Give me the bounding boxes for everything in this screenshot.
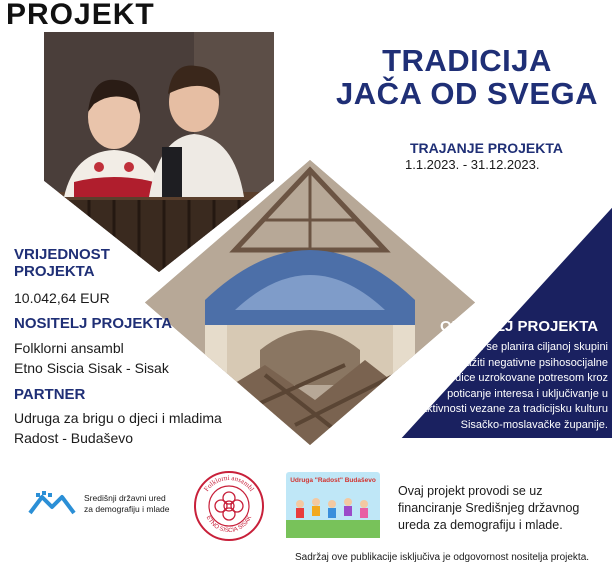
- title-line-2: JAČA OD SVEGA: [335, 76, 598, 111]
- funding-text: [398, 483, 608, 534]
- holder-name: [14, 338, 169, 378]
- funding-line-2: financiranje Središnjeg državnog: [398, 501, 580, 515]
- folklor-logo-bottom-text: ETNO SISCIA SISAK: [204, 514, 254, 535]
- funding-line-3: ureda za demografiju i mlade.: [398, 518, 563, 532]
- gov-logo-line-2: za demografiju i mlade: [84, 504, 170, 514]
- disclaimer: Sadržaj ove publikacije isključiva je odgovornost nositelja projekta.: [295, 552, 590, 563]
- goal-line: posljedice uzrokovane potresom kroz: [426, 372, 608, 384]
- goal-line: Projektom se planira ciljanoj skupini: [433, 341, 608, 353]
- holder-line-1: Folklorni ansambl: [14, 340, 124, 356]
- value-amount: 10.042,64 EUR: [14, 290, 110, 306]
- holder-line-2: Etno Siscia Sisak - Sisak: [14, 360, 169, 376]
- partner-line-2: Radost - Budaševo: [14, 430, 134, 446]
- partner-name: [14, 408, 222, 448]
- projekt-label: PROJEKT: [6, 0, 155, 31]
- partner-label: PARTNER: [14, 386, 86, 403]
- value-label-line-2: PROJEKTA: [14, 263, 95, 280]
- goal-text: [380, 340, 608, 433]
- folklor-logo-emblem: [193, 470, 265, 542]
- folklor-logo-top-text: Folklorni ansambl: [202, 473, 256, 493]
- folklor-ansambl-logo: [193, 470, 265, 542]
- value-label-line-1: VRIJEDNOST: [14, 246, 110, 263]
- radost-logo: [286, 472, 380, 538]
- funding-line-1: Ovaj projekt provodi se uz: [398, 484, 543, 498]
- radost-logo-text: Udruga "Radost" Budaševo: [290, 477, 376, 484]
- holder-label: NOSITELJ PROJEKTA: [14, 315, 173, 332]
- partner-line-1: Udruga za brigu o djeci i mladima: [14, 410, 222, 426]
- goal-line: aktivnosti vezane za tradicijsku kulturu: [420, 403, 608, 415]
- project-title: [322, 44, 612, 110]
- title-line-1: TRADICIJA: [382, 43, 552, 78]
- goal-line: Sisačko-moslavačke županije.: [460, 418, 608, 431]
- value-label: [14, 246, 110, 280]
- gov-logo-line-1: Središnji državni ured: [84, 493, 166, 503]
- duration-value: 1.1.2023. - 31.12.2023.: [405, 157, 540, 172]
- goal-line: poticanje interesa i uključivanje u: [447, 387, 608, 400]
- goal-line: mladih ublažiti negativne psihosocijalne: [415, 356, 608, 369]
- goal-title: OPĆI CILJ PROJEKTA: [440, 318, 599, 335]
- gov-office-logo-icon: [28, 491, 78, 517]
- gov-office-logo: [28, 485, 198, 525]
- duration-label: TRAJANJE PROJEKTA: [410, 140, 563, 156]
